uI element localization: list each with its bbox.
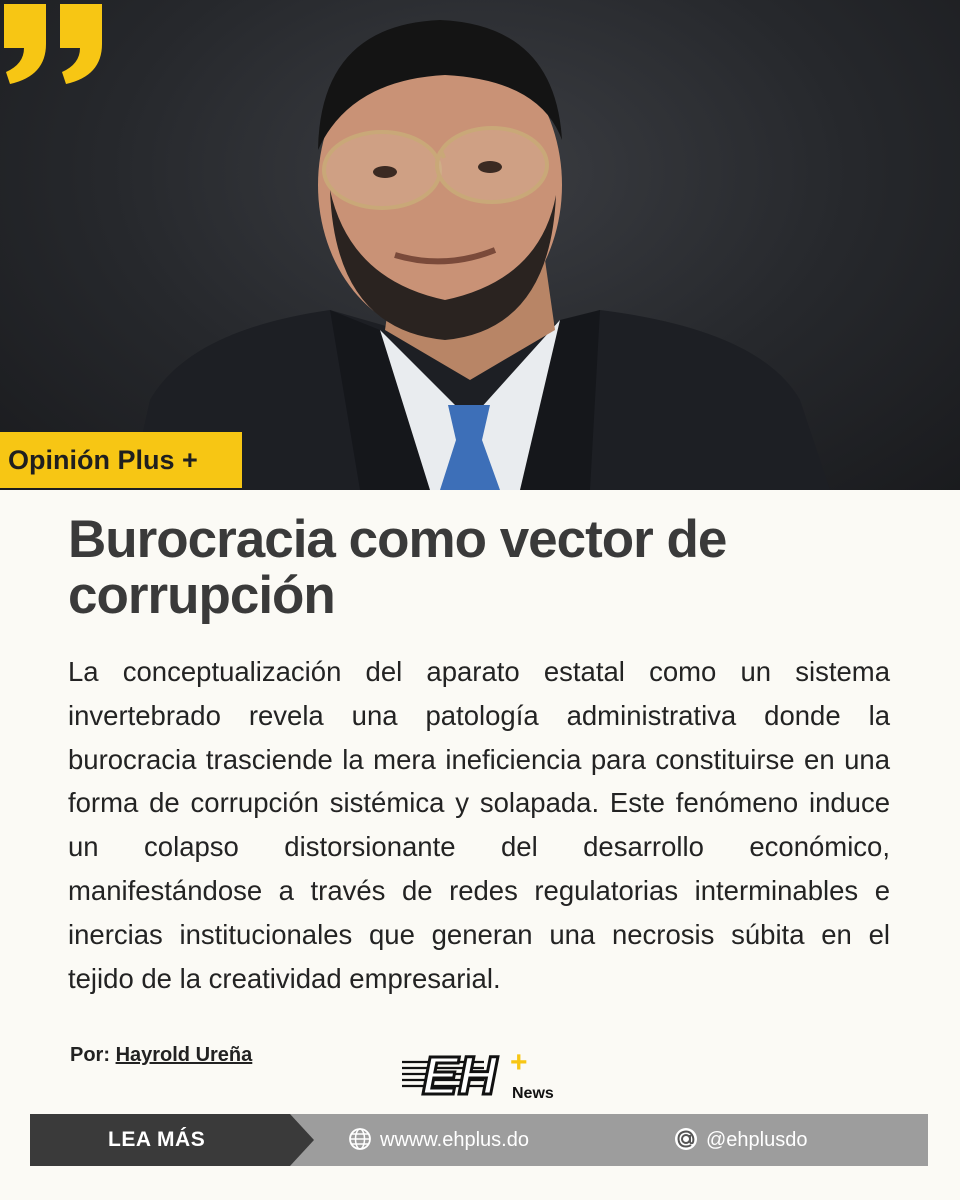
handle-label: @ehplusdo bbox=[706, 1129, 808, 1151]
author-portrait bbox=[0, 0, 960, 490]
read-more-label: LEA MÁS bbox=[108, 1128, 206, 1151]
byline-prefix: Por: bbox=[70, 1044, 110, 1066]
website-link[interactable] bbox=[348, 1114, 529, 1166]
author-photo bbox=[0, 0, 960, 490]
read-more-button[interactable] bbox=[30, 1114, 342, 1166]
globe-icon bbox=[348, 1127, 372, 1151]
social-handle-link[interactable] bbox=[674, 1114, 807, 1166]
eh-news-logo bbox=[398, 1040, 568, 1104]
article-body: La conceptualización del aparato estatal como un sistema invertebrado revela una patología administrativa donde la burocracia trasciende la mera ineficiencia para constituirse en una forma de corrupción sistémica y solapada. Este fenómeno induce un colapso distorsionante del desarrollo económico, manifestándose a través de redes regulatorias interminables e inercias institucionales que generan una necrosis súbita en el tejido de la creatividad empresarial. bbox=[68, 656, 890, 994]
article-title: Burocracia como vector de corrupción bbox=[68, 510, 727, 625]
closing-quote-icon bbox=[0, 0, 106, 86]
footer-bar bbox=[30, 1114, 928, 1166]
logo-letters: EH bbox=[422, 1046, 498, 1104]
logo-plus: + bbox=[510, 1046, 528, 1079]
category-tag: Opinión Plus + bbox=[0, 432, 242, 488]
author-link[interactable]: Hayrold Ureña bbox=[115, 1044, 253, 1066]
at-icon bbox=[674, 1127, 698, 1151]
website-label: wwww.ehplus.do bbox=[380, 1129, 529, 1151]
byline bbox=[70, 1044, 252, 1067]
logo-news: News bbox=[512, 1085, 554, 1102]
